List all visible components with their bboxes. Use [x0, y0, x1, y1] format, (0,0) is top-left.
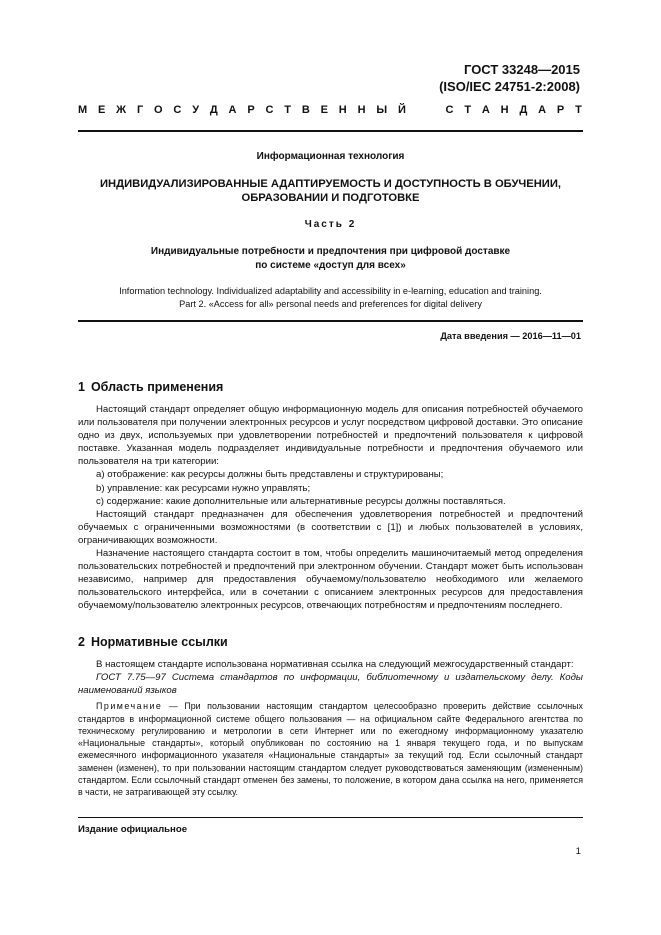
section2-body — [78, 658, 583, 799]
english-title — [78, 285, 583, 310]
normative-reference: ГОСТ 7.75—97 Система стандартов по информации, библиотечному и издательскому делу. Коды наименований языков — [78, 672, 583, 697]
note-label: Примечание — [96, 701, 163, 712]
banner-letter: Г — [136, 104, 144, 116]
part-label: Часть 2 — [304, 219, 357, 230]
banner-letter: А — [481, 104, 490, 116]
info-tech-label: Информационная технология — [256, 151, 405, 162]
banner-letter: Н — [338, 104, 347, 116]
section2-heading — [78, 635, 234, 649]
interstate-standard-banner — [78, 104, 582, 116]
banner-letter: Д — [519, 104, 528, 116]
footer-rule — [78, 817, 583, 818]
section2-title: Нормативные ссылки — [90, 635, 228, 649]
section1-item-c: c) содержание: какие дополнительные или альтернативные ресурсы должны поставляться. — [96, 495, 506, 507]
banner-letter: А — [228, 104, 237, 116]
section1-paragraph: Настоящий стандарт определяет общую информационную модель для описания потребностей обучаемого или пользователя при получении электронных ресурсов и услуг посредством цифровой доставки. Это описание одно из двух, используемых при удовлетворении потребностей и предпочтений пользователя к цифровой поставке. Указанная модель подразделяет индивидуальные потребности и предпочтения обучаемого или пользователя на три категории: — [78, 404, 583, 468]
section1-number: 1 — [78, 380, 85, 394]
banner-letter: Р — [556, 104, 565, 116]
page-number: 1 — [575, 846, 581, 857]
title-rule — [78, 320, 583, 322]
banner-letter: Т — [464, 104, 472, 116]
section2-paragraph: В настоящем стандарте использована нормативная ссылка на следующий межгосударственный стандарт: — [96, 659, 574, 670]
banner-letter: С — [445, 104, 454, 116]
section1-item-a: a) отображение: как ресурсы должны быть представлены и структурированы; — [96, 469, 444, 481]
note — [78, 700, 583, 798]
header-rule — [78, 130, 583, 132]
subtitle-line2: по системе «доступ для всех» — [255, 259, 406, 271]
main-title-line1: ИНДИВИДУАЛИЗИРОВАННЫЕ АДАПТИРУЕМОСТЬ И ДОСТУПНОСТЬ В ОБУЧЕНИИ, — [99, 178, 561, 190]
main-title-line2: ОБРАЗОВАНИИ И ПОДГОТОВКЕ — [241, 192, 420, 204]
subtitle — [78, 245, 583, 272]
banner-letter: С — [265, 104, 274, 116]
section1-title: Область применения — [90, 380, 224, 394]
banner-letter: М — [78, 104, 88, 116]
english-title-line1: Information technology. Individualized adaptability and accessibility in e-learning, education and training. — [119, 286, 542, 296]
iso-number: (ISO/IEC 24751-2:2008) — [439, 79, 580, 94]
banner-letter: Р — [247, 104, 255, 116]
banner-letter: Н — [500, 104, 509, 116]
note-text: — При пользовании настоящим стандартом целесообразно проверить действие ссылочных стандартов в информационной системе общего пользования — на официальном сайте Федерального агентства по техническому регулированию и метрологии в сети Интернет или по ежегодному информационному указателю «Национальные стандарты», который опубликован по состоянию на 1 января текущего года, и по выпускам ежемесячного информационного указателя «Национальные стандарты» за текущий год. Если ссылочный стандарт заменен (изменен), то при пользовании настоящим стандартом следует руководствоваться заменяющим (измененным) стандартом. Если ссылочный стандарт отменен без замены, то положение, в котором дана ссылка на него, применяется в части, не затрагивающей эту ссылку. — [78, 701, 583, 798]
banner-letter: Ы — [376, 104, 388, 116]
banner-letter: О — [154, 104, 163, 116]
banner-letter: Т — [284, 104, 292, 116]
edition-label: Издание официальное — [78, 824, 188, 835]
main-title — [78, 177, 583, 205]
section1-heading — [78, 380, 229, 394]
gost-number-block — [439, 61, 580, 95]
banner-letter: В — [301, 104, 310, 116]
section1-item-b: b) управление: как ресурсами нужно управлять; — [96, 482, 311, 494]
section1-paragraph: Настоящий стандарт предназначен для обеспечения удовлетворения потребностей и предпочтений обучаемых с ограниченными возможностями (в соответствии с [1]) и любых пользователей в условиях, ограничивающих возможности. — [78, 508, 583, 546]
section2-number: 2 — [78, 635, 85, 649]
intro-date: Дата введения — 2016—11—01 — [440, 331, 581, 341]
banner-letter: Д — [209, 104, 218, 116]
subtitle-line1: Индивидуальные потребности и предпочтения при цифровой доставке — [150, 246, 511, 257]
section1-body — [78, 403, 583, 613]
banner-letter: Т — [575, 104, 582, 116]
banner-letter: С — [173, 104, 182, 116]
banner-letter: У — [192, 104, 200, 116]
banner-letter: Н — [357, 104, 366, 116]
banner-gap — [417, 104, 435, 116]
banner-letter: А — [538, 104, 547, 116]
banner-letter: Й — [397, 104, 406, 116]
banner-letter: Ж — [116, 104, 127, 116]
banner-letter: Е — [98, 104, 106, 116]
banner-letter: Е — [320, 104, 328, 116]
section1-paragraph: Назначение настоящего стандарта состоит в том, чтобы определить машиночитаемый метод определения пользовательских потребностей и предпочтений при электронном обучении. Стандарт может быть использован независимо, например для предоставления обучаемому/пользователю необходимого или желаемого пользовательского интерфейса, или в сочетании с описанием электронных ресурсов для предоставления обучаемому/пользователю электронных ресурсов, отвечающих потребностям и предпочтениям последнего. — [78, 548, 583, 612]
english-title-line2: Part 2. «Access for all» personal needs and preferences for digital delivery — [179, 298, 482, 309]
gost-number: ГОСТ 33248—2015 — [464, 62, 580, 77]
